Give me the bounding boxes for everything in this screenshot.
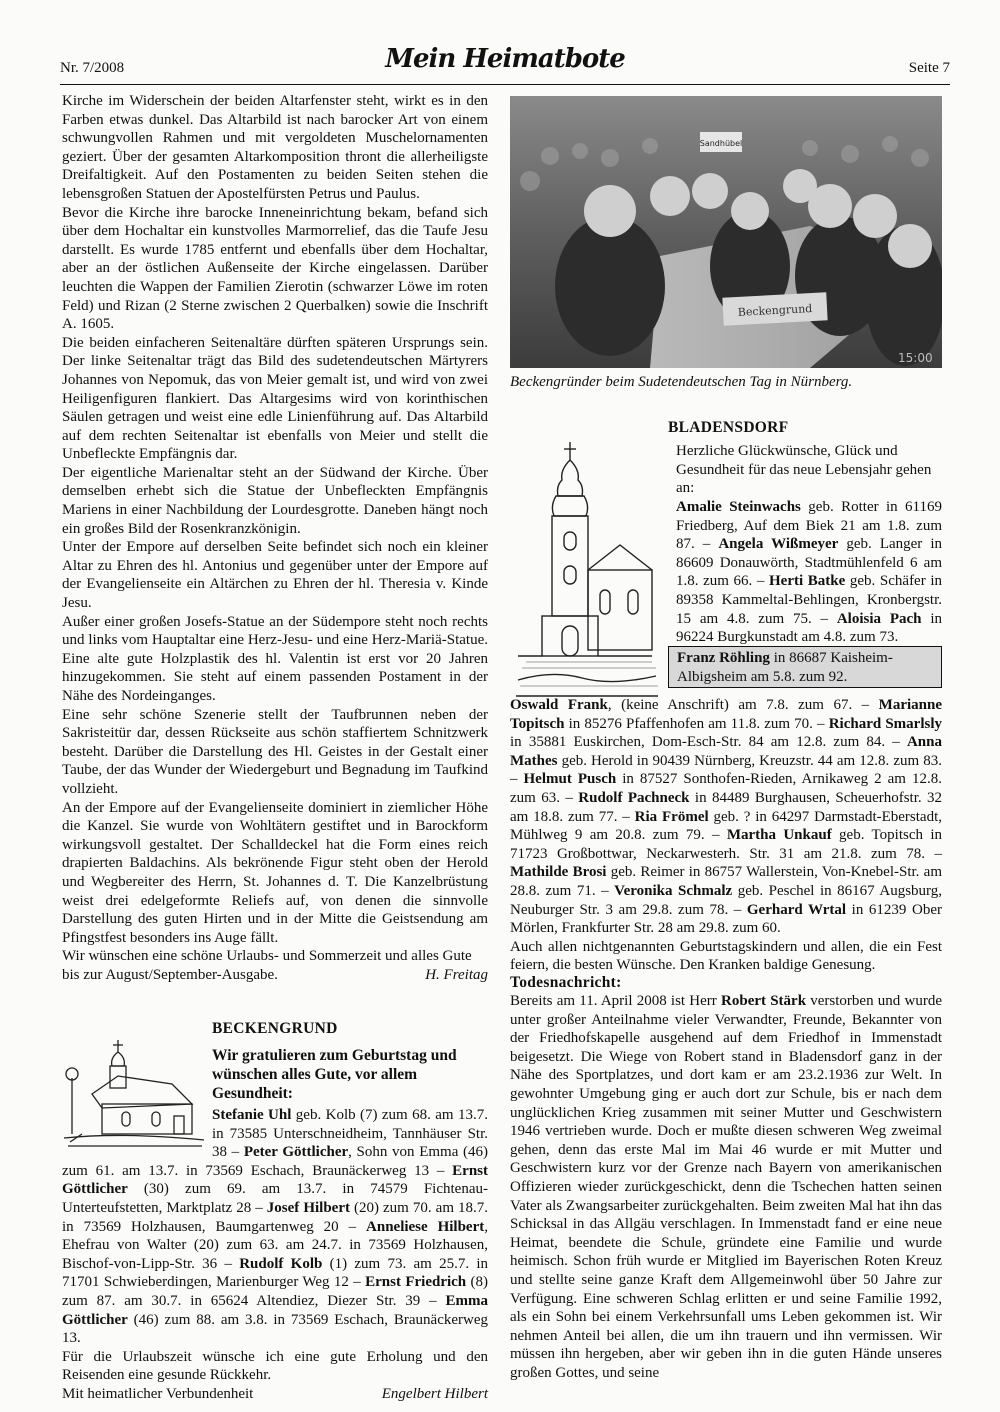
photo-beckengruender <box>510 96 942 368</box>
article-signature <box>62 966 488 985</box>
birthday-detail: (8) zum 87. am 30.7. in 65624 Altendiez, Diezer Str. 39 – <box>62 1274 488 1309</box>
birthday-detail: (1) zum 73. am 25.7. in 71701 Schwieberdingen, Marienburger Weg 12 – <box>62 1255 489 1291</box>
article-paragraph: An der Empore auf der Evangelienseite dominiert in ziemlicher Höhe die Kanzel. Sie wurde von Wohltätern gestiftet und in Barockform wirkungsvoll gestaltet. Der Schalldeckel hat die Form eines reich drapierten Baldachins. Als bekrönende Figur steht oben der Herold und Wegbereiter des Herrn, St. Johannes d. T. Die Kanzelbrüstung weist drei edelgeformte Reliefs auf, von denen die sinnvolle Darstellung des guten Hirten und in der Mitte die Geistsendung am Pfingstfest besonders ins Auge fällt. <box>62 799 488 946</box>
birthday-detail: , Ehefrau von Walter (20) zum 63. am 24.7. in 73569 Holzhausen, Bischof-von-Lipp-Str. 36 – <box>62 1218 488 1272</box>
birthday-name: Stefanie Uhl <box>212 1107 292 1123</box>
birthday-detail: geb. Kolb (7) zum 68. am 13.7. in 73585 Unterschneidheim, Tannhäuser Str. 38 – <box>212 1107 488 1161</box>
birthday-name: Anna Mathes <box>510 734 942 769</box>
church-article <box>62 92 488 985</box>
obituary-post: verstorben und wurde unter großer Anteilnahme vieler Verwandter, Freunde, Bekannter von der Friedhofskapelle ausgehend auf dem Friedhof in Immenstadt beigesetzt. Die Wiege von Robert stand in Bladensdorf ganz in der Nähe des Sportplatzes, und dort kam er am 23.2.1936 zur Welt. In gewohnter Umgebung ging er auch dort zur Schule, bis er nach dem unglücklichen Krieg zusammen mit seiner Mutter und Geschwistern 1946 vertrieben wurde. Doch er mußte diesen schweren Weg zweimal gehen, denn das erste Mal im Mai 46 wurde er mit Mutter und Geschwistern kurz vor der Grenze nach Bayern von amerikanischen Offizieren wieder zurückgeschickt, denn die Tschechen hatten seinen Vater als Zwangsarbeiter zurückgehalten. Beim zweiten Mal hat ihn das Schicksal in das Allgäu verschlagen. In Immenstadt fand er eine neue Heimat, beendete die Schule, gründete eine Familie und wurde heimisch. Schon früh wurde er Mitglied im Bayerischen Roten Kreuz und stellte seine ganze Kraft dem Allgemeinwohl über 50 Jahre zur Verfügung. Eine schweren Schlag erlitten er und seine Familie 1992, als ein Sohn bei einem Verkehrsunfall ums Leben gekommen ist. Wir nehmen Anteil bei allen, die um ihn trauern und ihn vermissen. Wir müssen ihn hergeben, aber wir geben ihn in die guten Hände unseres großen Gottes, und seine <box>510 993 943 1381</box>
birthday-detail: in 87527 Sonthofen-Rieden, Arnikaweg 2 am 12.8. zum 63. – <box>510 771 942 806</box>
section-title-beckengrund: BECKENGRUND <box>212 1020 338 1037</box>
church-tower-drawing <box>512 440 662 698</box>
page-number: Seite 7 <box>908 60 950 76</box>
closing-line: bis zur August/September-Ausgabe. <box>62 966 278 983</box>
illustration-spacer <box>62 1106 212 1158</box>
birthday-detail: geb. Topitsch in 71723 Großbottwar, Neckarwesterh. Str. 31 am 21.8. zum 78. – <box>510 827 942 862</box>
closing-line: Mit heimatlicher Verbundenheit <box>62 1385 254 1402</box>
article-paragraph: Außer einer großen Josefs-Statue an der Südempore steht noch rechts und links vom Hauptaltar eine Herz-Jesu- und eine Herz-Mariä-Statue. Eine alte gute Holzplastik des hl. Valentin ist erst vor 20 Jahren hinzugekommen. Sie steht auf einem passenden Postament in der Nähe des Nordeinganges. <box>62 613 488 704</box>
birthday-name: Peter Göttlicher <box>243 1144 349 1161</box>
birthday-name: Herti Batke <box>769 573 846 590</box>
birthday-name: Mathilde Brosi <box>510 864 607 881</box>
bladensdorf-birthdays-1 <box>676 498 942 647</box>
section-title-bladensdorf: BLADENSDORF <box>668 419 789 436</box>
photo-caption: Beckengründer beim Sudetendeutschen Tag in Nürnberg. <box>510 374 853 390</box>
sign-top-text: Sandhübel <box>699 139 743 148</box>
beckengrund-lead: Wir gratulieren zum Geburtstag und wünschen alles Gute, vor allem Gesundheit: <box>212 1047 457 1102</box>
birthday-detail: in 86687 Kaisheim-Albigsheim am 5.8. zum 92. <box>677 650 893 685</box>
birthday-detail: (20) zum 70. am 18.7. in 73569 Holzhausen, Baumgartenweg 20 – <box>62 1199 489 1235</box>
birthday-detail: geb. Peschel in 86167 Augsburg, Neuburger Str. 3 am 29.8. zum 78. – <box>510 882 943 918</box>
birthday-detail: in 35881 Euskirchen, Dom-Esch-Str. 84 am 12.8. zum 84. – <box>510 734 907 751</box>
obituary-text <box>510 992 942 1382</box>
birthday-detail: geb. Schäfer in 89358 Kammeltal-Behlingen, Kronbergstr. 15 am 4.8. zum 75. – <box>676 573 942 627</box>
birthday-detail: , (keine Anschrift) am 7.8. zum 67. – <box>607 697 879 713</box>
birthday-detail: geb. Langer in 86609 Donauwörth, Stadtmühlenfeld 6 am 1.8. zum 66. – <box>676 536 943 590</box>
birthday-name: Ernst Göttlicher <box>62 1162 488 1198</box>
birthday-name: Richard Smarlsly <box>828 715 943 732</box>
masthead-title: Mein Heimatbote <box>385 44 625 74</box>
birthday-detail: geb. Herold in 90439 Nürnberg, Kreuzstr. 44 am 12.8. zum 83. – <box>510 752 942 788</box>
header-rule <box>60 84 950 85</box>
birthday-detail: in 61239 Ober Mörlen, Frankfurter Str. 28 am 29.8. zum 60. <box>510 901 943 937</box>
highlight-box <box>668 646 942 688</box>
obituary-name: Robert Stärk <box>721 993 807 1009</box>
birthday-detail: in 96224 Burgkunstadt am 4.8. zum 73. <box>676 610 943 646</box>
article-paragraph: Eine sehr schöne Szenerie stellt der Taufbrunnen neben der Sakristeitür dar, dessen Rückseite aus schön staffiertem Schnitzwerk besteht. Darüber die Darstellung des Hl. Geistes in der Gestalt einer Taube, der das Wunder der Wiedergeburt und Begnadung im Taufkind vollzieht. <box>62 706 488 797</box>
birthday-name: Amalie Steinwachs <box>676 499 801 515</box>
author-name: Engelbert Hilbert <box>381 1385 488 1402</box>
birthday-name: Martha Unkauf <box>726 827 832 844</box>
beckengrund-wish: Für die Urlaubszeit wünsche ich eine gute Erholung und den Reisenden eine gesunde Rückkehr. <box>62 1348 488 1384</box>
birthday-name: Josef Hilbert <box>266 1199 350 1216</box>
birthday-detail: , Sohn von Emma (46) zum 61. am 13.7. in 73569 Eschach, Braunäckerweg 13 – <box>62 1144 488 1179</box>
issue-number: Nr. 7/2008 <box>60 60 125 76</box>
birthday-name: Emma Göttlicher <box>62 1292 488 1328</box>
bladensdorf-intro: Herzliche Glückwünsche, Glück und Gesundheit für das neue Lebensjahr gehen an: <box>676 443 932 497</box>
photo-scene-image <box>510 96 942 368</box>
page-header <box>60 44 950 84</box>
church-illustration-bladensdorf <box>512 440 662 698</box>
birthday-name: Anneliese Hilbert <box>366 1218 485 1235</box>
birthday-detail: in 85276 Pfaffenhofen am 11.8. zum 70. – <box>564 715 829 732</box>
obituary-pre: Bereits am 11. April 2008 ist Herr <box>510 993 722 1009</box>
birthday-name: Franz Röhling <box>677 650 770 666</box>
birthday-name: Ernst Friedrich <box>365 1274 467 1291</box>
author-name: H. Freitag <box>425 966 488 983</box>
birthday-name: Helmut Pusch <box>523 771 617 788</box>
birthday-name: Oswald Frank <box>510 697 608 713</box>
birthday-name: Marianne Topitsch <box>510 697 942 732</box>
bladensdorf-closing: Auch allen nichtgenannten Geburtstagskindern und allen, die ein Fest feiern, die besten Wünsche. Den Kranken baldige Genesung. <box>510 938 942 974</box>
article-paragraph: Wir wünschen eine schöne Urlaubs- und Sommerzeit und alles Gute <box>62 948 472 965</box>
article-paragraph: Der eigentliche Marienaltar steht an der Südwand der Kirche. Über demselben erhebt sich die Statue der Unbefleckten Empfängnis Mariens in einer Nachbildung der Lourdesgrotte. Daneben hängt noch ein großes Bild der Rosenkranzkönigin. <box>62 464 488 537</box>
sign-table-text: Beckengrund <box>737 302 813 319</box>
birthday-detail: geb. Rotter in 61169 Friedberg, Auf dem Biek 21 am 1.8. zum 87. – <box>676 499 943 553</box>
birthday-name: Gerhard Wrtal <box>746 901 847 918</box>
birthday-detail: (30) zum 69. am 13.7. in 74579 Fichtenau-Unterteufstetten, Marktplatz 28 – <box>62 1181 488 1216</box>
article-paragraph: Bevor die Kirche ihre barocke Inneneinrichtung bekam, befand sich über dem Hochaltar ein kunstvolles Marmorrelief, das die Taufe Jesu darstellt. Es wurde 1785 entfernt und ebenfalls über dem Hochaltar, aber an der östlichen Außenseite der Kirche eingelassen. Darüber leuchten die Wappen der Familien Zierotin (schwarzer Löwe im roten Feld) und Rizan (2 Sterne zwischen 2 Querbalken) sowie die Inschrift A. 1605. <box>62 204 488 333</box>
section-title-todesnachricht: Todesnachricht: <box>510 974 622 991</box>
bladensdorf-birthdays-2 <box>510 696 942 975</box>
birthday-name: Ria Frömel <box>634 808 709 825</box>
birthday-detail: geb. Reimer in 86757 Wallerstein, Von-Knebel-Str. am 28.8. zum 71. – <box>510 864 942 899</box>
birthday-detail: geb. ? in 64297 Darmstadt-Eberstadt, Mühlweg 9 am 20.8. zum 79. – <box>510 808 943 844</box>
beckengrund-birthdays <box>62 1106 488 1404</box>
birthday-detail: in 84489 Burghausen, Scheuerhofstr. 32 am 18.8. zum 77. – <box>510 789 943 825</box>
birthday-name: Veronika Schmalz <box>614 882 733 899</box>
article-paragraph: Die beiden einfacheren Seitenaltäre dürften späteren Ursprungs sein. Der linke Seitenaltar trägt das Bild des sudetendeutschen Märtyrers Johannes von Nepomuk, das von Meier gemalt ist, und wird von zwei Heiligenfiguren flankiert. Das Altargesims wird von korinthischen Säulen getragen und weist eine edle Linienführung auf. Das Altarbild auf dem rechten Seitenaltar ist ebenfalls von Meier und stellt die Unbefleckte Empfängnis dar. <box>62 334 488 463</box>
birthday-name: Rudolf Kolb <box>239 1255 323 1272</box>
article-paragraph: Kirche im Widerschein der beiden Altarfenster steht, wirkt es in den Farben etwas dunkel. Das Altarbild ist nach barocker Art von einem schwungvollen Rahmen und mit vergoldeten Muschelornamenten geziert. Über der gesamten Altarkomposition thront die allerheiligste Dreifaltigkeit. Auf den Postamenten zu beiden Seiten stehen die lebensgroßen Statuen der Apostelfürsten Petrus und Paulus. <box>62 93 488 202</box>
article-paragraph: Unter der Empore auf derselben Seite befindet sich noch ein kleiner Altar zu Ehren des hl. Antonius und gegenüber unter der Empore auf der Evangelienseite ein Altärchen zu Ehren der hl. Theresia v. Kinde Jesu. <box>62 539 488 612</box>
birthday-detail: (46) zum 88. am 3.8. in 73569 Eschach, Braunäckerweg 13. <box>62 1311 488 1347</box>
birthday-name: Rudolf Pachneck <box>578 789 690 806</box>
photo-timestamp: 15:00 <box>898 351 933 365</box>
beckengrund-signature <box>62 1385 488 1404</box>
birthday-name: Angela Wißmeyer <box>718 536 839 553</box>
birthday-name: Aloisia Pach <box>836 610 922 627</box>
